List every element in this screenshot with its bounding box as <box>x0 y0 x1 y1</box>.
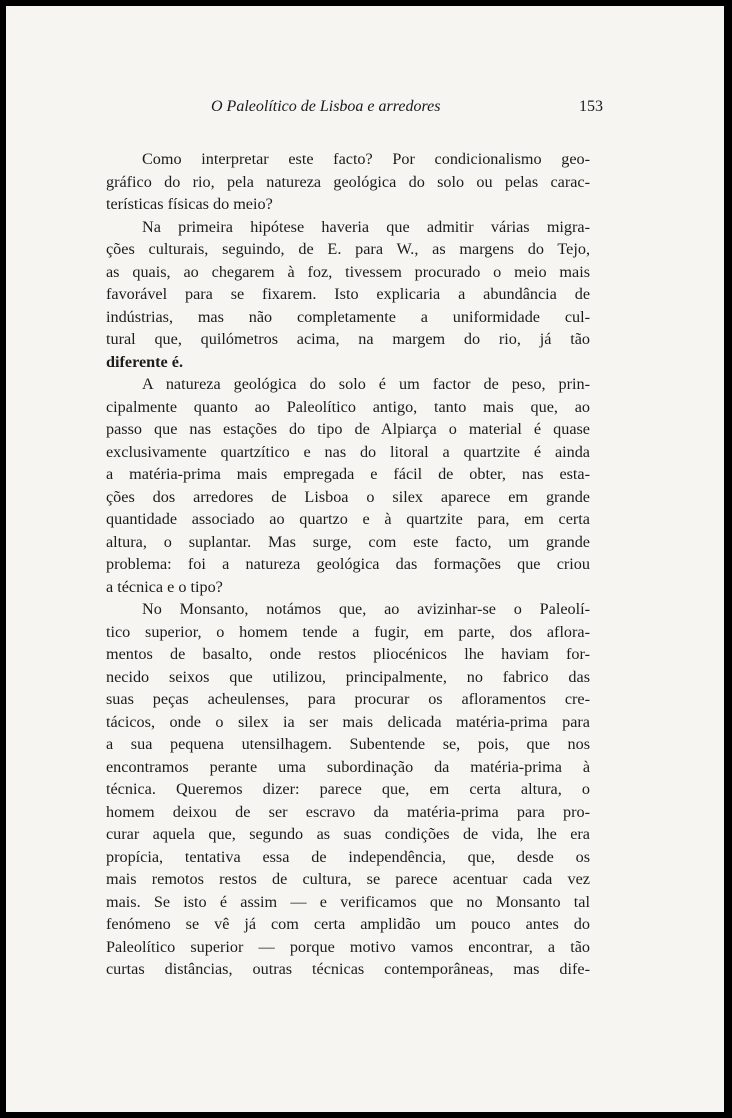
text-line: altura, o suplantar. Mas surge, com este facto, um grande <box>106 532 590 551</box>
text-line: A natureza geológica do solo é um factor de peso, prin- <box>142 375 590 393</box>
text-line: tural que, quilómetros acima, na margem do rio, já tão <box>106 330 590 348</box>
text-line: ções culturais, seguindo, de E. para W., as margens do Tejo, <box>106 240 590 258</box>
text-line: homem deixou de ser escravo da matéria-prima para pro- <box>106 802 590 821</box>
text-line: exclusivamente quartzítico e nas do litoral a quartzite é ainda <box>106 442 590 461</box>
text-line: as quais, ao chegarem à foz, tivessem procurado o meio mais <box>106 262 590 281</box>
text-line: gráfico do rio, pela natureza geológica do solo ou pelas carac- <box>106 172 590 191</box>
text-line: diferente é. <box>106 352 184 371</box>
text-line: mentos de basalto, onde restos pliocénicos lhe haviam for- <box>106 645 590 663</box>
page-number: 153 <box>579 98 603 115</box>
running-title: O Paleolítico de Lisboa e arredores <box>211 98 441 115</box>
text-line: fenómeno se vê já com certa amplidão um pouco antes do <box>106 915 590 933</box>
text-line: a técnica e o tipo? <box>106 577 223 596</box>
text-line: ções dos arredores de Lisboa o silex aparece em grande <box>106 487 590 506</box>
text-line: a sua pequena utensilhagem. Subentende se, pois, que nos <box>106 735 590 753</box>
text-line: Como interpretar este facto? Por condicionalismo geo- <box>142 150 590 168</box>
text-line: favorável para se fixarem. Isto explicaria a abundância de <box>106 285 590 303</box>
text-line: curtas distâncias, outras técnicas contemporâneas, mas dife- <box>106 960 590 978</box>
text-line: tico superior, o homem tende a fugir, em parte, dos aflora- <box>106 622 590 641</box>
text-line: necido seixos que utilizou, principalmente, no fabrico das <box>106 667 590 686</box>
text-line: encontramos perante uma subordinação da matéria-prima à <box>106 757 590 776</box>
text-line: curar aquela que, segundo as suas condições de vida, lhe era <box>106 825 590 843</box>
page-header <box>211 98 603 122</box>
text-line: suas peças acheulenses, para procurar os afloramentos cre- <box>106 690 590 708</box>
text-line: mais remotos restos de cultura, se parece acentuar cada vez <box>106 870 590 888</box>
text-line: indústrias, mas não completamente a uniformidade cul- <box>106 307 590 326</box>
text-line: No Monsanto, notámos que, ao avizinhar-se o Paleolí- <box>142 600 590 618</box>
text-line: técnica. Queremos dizer: parece que, em certa altura, o <box>106 780 590 798</box>
body-text <box>106 148 590 981</box>
text-line: mais. Se isto é assim — e verificamos que no Monsanto tal <box>106 892 590 911</box>
text-line: passo que nas estações do tipo de Alpiarça o material é quase <box>106 420 590 438</box>
text-line: Paleolítico superior — porque motivo vamos encontrar, a tão <box>106 937 590 956</box>
text-line: propícia, tentativa essa de independência, que, desde os <box>106 847 590 866</box>
text-line: problema: foi a natureza geológica das formações que criou <box>106 555 590 573</box>
text-line: Na primeira hipótese haveria que admitir várias migra- <box>142 217 590 236</box>
text-line: a matéria-prima mais empregada e fácil de obter, nas esta- <box>106 465 590 483</box>
text-line: cipalmente quanto ao Paleolítico antigo, tanto mais que, ao <box>106 397 590 416</box>
book-page <box>6 6 724 1112</box>
text-line: tácicos, onde o silex ia ser mais delicada matéria-prima para <box>106 712 590 731</box>
text-line: terísticas físicas do meio? <box>106 195 273 213</box>
text-line: quantidade associado ao quartzo e à quartzite para, em certa <box>106 510 590 528</box>
